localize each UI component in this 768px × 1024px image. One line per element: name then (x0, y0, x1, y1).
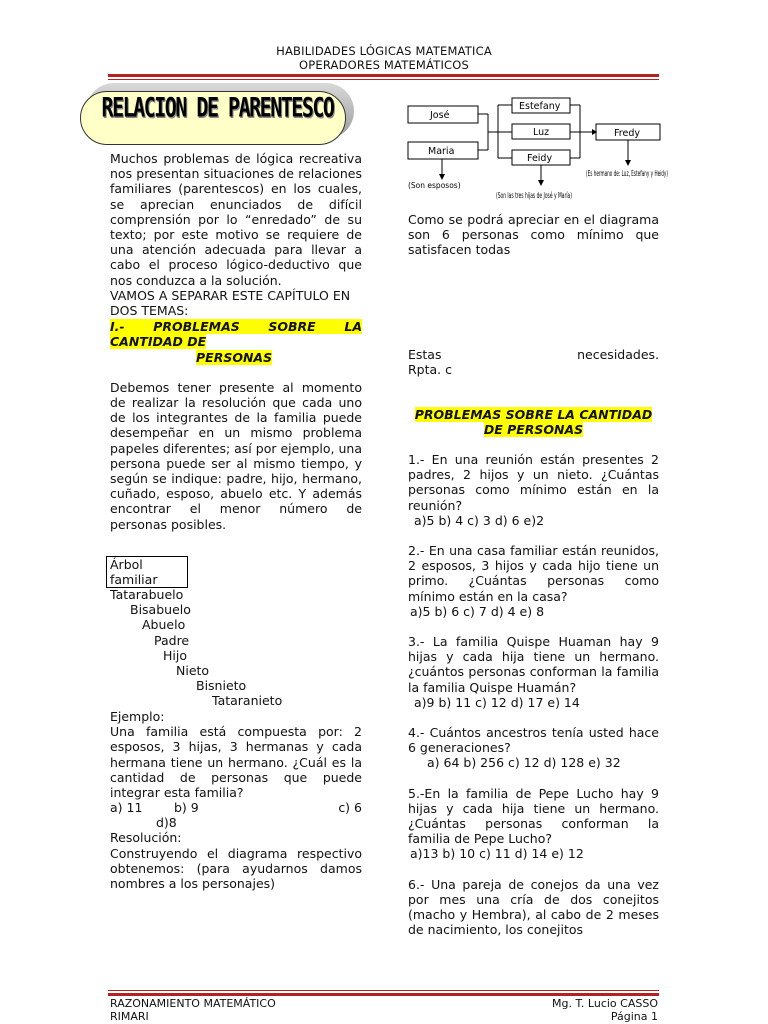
problem-text: 3.- La familia Quispe Huaman hay 9 hijas y cada hija tiene un hermano. ¿cuántos personas conforman la familia la familia Quispe Huamán? (408, 634, 659, 695)
problem-options: a)5 b) 6 c) 7 d) 4 e) 8 (410, 603, 545, 619)
footer-rule (108, 993, 659, 996)
topic1-heading: I.- PROBLEMAS SOBRE LA CANTIDAD DE (110, 319, 362, 350)
ejemplo-option-b: b) 9 (174, 800, 199, 816)
problems-heading-2: DE PERSONAS (483, 422, 584, 438)
page-number: Página 1 (610, 1010, 658, 1023)
problem-options: a)9 b) 11 c) 12 d) 17 e) 14 (414, 694, 580, 710)
estas-word: Estas (408, 347, 442, 362)
necesidades-word: necesidades. (577, 347, 659, 362)
intro-paragraph: Muchos problemas de lógica recreativa nos presentan situaciones de relaciones familiares (parentescos) en los cuales, se aprecian enunciados de difícil comprensión por lo “enredado” de su texto; por este motivo se requiere de una atención adecuada para llevar a cabo el proceso lógico-deductivo que nos conduzca a la solución. (110, 151, 362, 288)
problems-heading-1: PROBLEMAS SOBRE LA CANTIDAD (414, 407, 653, 422)
tree-level: Tataranieto (212, 693, 283, 709)
note-esposos: (Son esposos) (408, 181, 461, 190)
problem-text: 4.- Cuántos ancestros tenía usted hace 6 generaciones? (408, 725, 659, 756)
tree-level: Bisnieto (196, 678, 247, 694)
label-estefany: Estefany (519, 101, 561, 112)
problem-item (408, 786, 659, 862)
note-hijas: (Son las tres hijas de José y María) (496, 191, 573, 200)
problem-item (408, 452, 659, 528)
footer-rule-thin (108, 990, 659, 991)
problem-text: 1.- En una reunión están presentes 2 padres, 2 hijos y un nieto. ¿Cuántas personas como mínimo están en la reunión? (408, 452, 659, 513)
problem-item (408, 877, 659, 938)
ejemplo-option-d: d)8 (156, 815, 177, 831)
banner-title: RELACION DE PARENTESCO (101, 90, 334, 124)
label-feidy: Feidy (527, 153, 553, 164)
title-banner (80, 85, 355, 145)
tree-level: Hijo (163, 647, 187, 663)
ejemplo-option-c: c) 6 (338, 800, 362, 816)
tree-level: Tatarabuelo (110, 587, 184, 602)
problem-options: a)13 b) 10 c) 11 d) 14 e) 12 (410, 846, 584, 862)
footer-author-surname: RIMARI (110, 1010, 149, 1023)
debemos-paragraph: Debemos tener presente al momento de realizar la resolución que cada uno de los integrantes de la familia puede desempeñar en un mismo problema papeles diferentes; así por ejemplo, una persona puede ser al mismo tiempo, y según se indique: padre, hijo, hermano, cuñado, esposo, abuelo etc. Y además encontrar el menor número de personas posibles. (110, 379, 362, 532)
problem-options: a)5 b) 4 c) 3 d) 6 e)2 (414, 512, 545, 528)
tree-level: Padre (154, 632, 190, 648)
header-title: HABILIDADES LÓGICAS MATEMATICA (276, 44, 492, 58)
topic1-heading-2: PERSONAS (196, 349, 273, 365)
problem-text: 6.- Una pareja de conejos da una vez por mes una cría de dos conejitos (macho y Hembra), al cabo de 2 meses de nacimiento, los conejitos (408, 876, 659, 938)
label-fredy: Fredy (614, 128, 640, 139)
note-hermano: (Es hermano de: Luz, Estefany y Heidy) (586, 169, 669, 178)
problem-text: 2.- En una casa familiar están reunidos, 2 esposos, 3 hijos y cada hijo tiene un primo. ¿Cuántas personas como mínimo están en la casa? (408, 543, 659, 604)
resolucion-label: Resolución: (110, 830, 182, 846)
arbol-title: Árbol familiar (110, 557, 158, 588)
ejemplo-text: Una familia está compuesta por: 2 esposos, 3 hijas, 3 hermanas y cada hermana tiene un hermano. ¿Cuál es la cantidad de personas que puede integrar esta familia? (110, 724, 362, 801)
problem-options: a) 64 b) 256 c) 12 d) 128 e) 32 (427, 755, 621, 771)
header-rule-thin (108, 79, 659, 80)
problem-item (408, 725, 659, 771)
ejemplo-block (110, 709, 362, 891)
rpta-text: Rpta. c (408, 362, 453, 377)
problem-text: 5.-En la familia de Pepe Lucho hay 9 hijas y cada hija tiene un hermano. ¿Cuántas personas conforman la familia de Pepe Lucho? (408, 785, 659, 847)
ejemplo-label: Ejemplo: (110, 709, 165, 724)
family-diagram (400, 92, 670, 208)
como-paragraph: Como se podrá apreciar en el diagrama son 6 personas como mínimo que satisfacen todas (408, 212, 659, 258)
resolucion-text: Construyendo el diagrama respectivo obtenemos: (para ayudarnos damos nombres a los personajes) (110, 845, 362, 892)
tree-level: Abuelo (142, 617, 186, 633)
footer-course: RAZONAMIENTO MATEMÁTICO (110, 997, 276, 1010)
ejemplo-option-a: a) 11 (110, 800, 143, 816)
label-luz: Luz (533, 127, 550, 138)
problem-item (408, 543, 659, 619)
footer-author: Mg. T. Lucio CASSO (552, 997, 658, 1010)
left-column (110, 151, 362, 532)
label-jose: José (430, 110, 450, 121)
tree-level: Bisabuelo (130, 602, 191, 618)
vamos-text: VAMOS A SEPARAR ESTE CAPÍTULO EN DOS TEMAS: (110, 287, 351, 319)
problems-heading (408, 407, 659, 437)
header-rule (108, 74, 659, 77)
header-subtitle: OPERADORES MATEMÁTICOS (298, 58, 470, 72)
estas-block (408, 347, 659, 377)
label-maria: Maria (428, 146, 455, 157)
problem-list (408, 452, 659, 937)
right-column-top (408, 212, 659, 258)
tree-level: Nieto (176, 663, 210, 679)
problem-item (408, 634, 659, 710)
family-tree (110, 587, 282, 709)
